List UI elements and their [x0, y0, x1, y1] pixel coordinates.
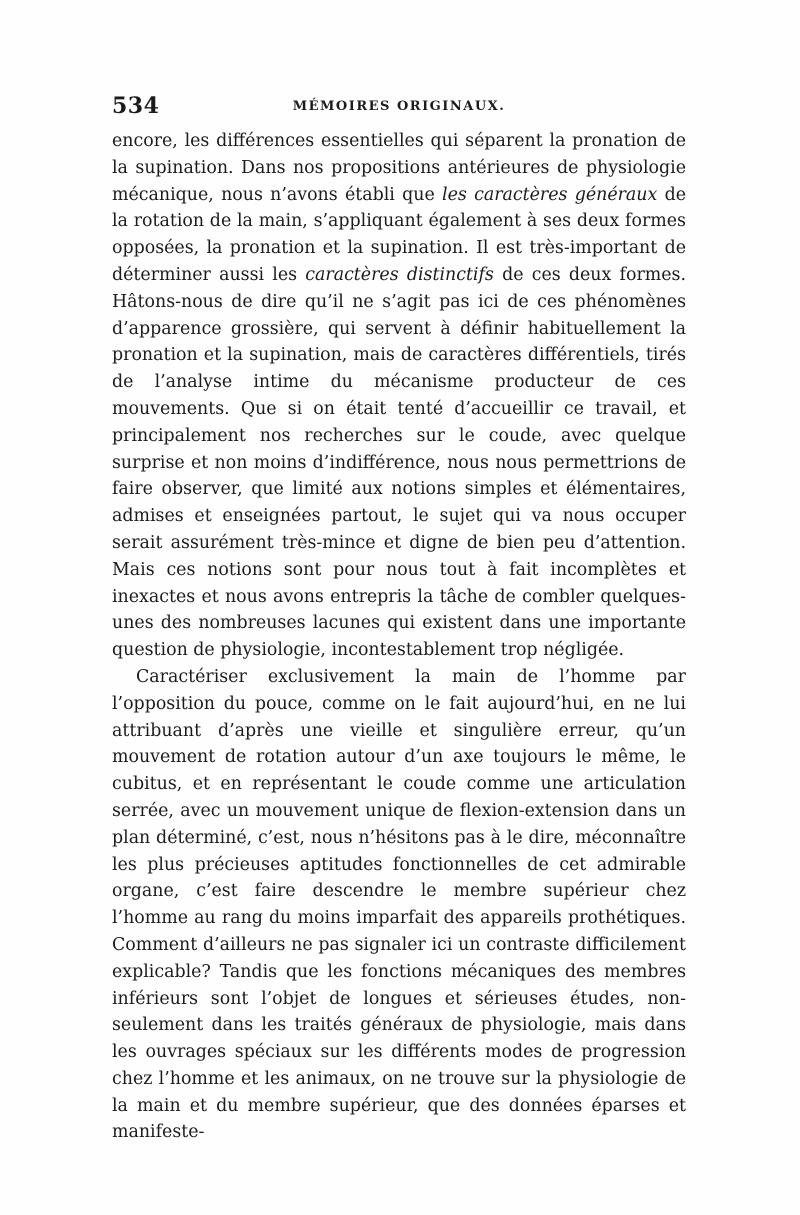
paragraph [112, 664, 686, 1146]
paragraph-text: Caractériser exclusivement la main de l’homme par l’opposition du pouce, comme on le fait aujourd’hui, en ne lui attribuant d’après une vieille et singulière erreur, qu’un mouvement de rotation autour d’un axe toujours le même, le cubitus, et en représentant le coude comme une articulation serrée, avec un mouvement unique de flexion-extension dans un plan déterminé, c’est, nous n’hésitons pas à le dire, méconnaître les plus précieuses aptitudes fonctionnelles de cet admirable organe, c’est faire descendre le membre supérieur chez l’homme au rang du moins imparfait des appareils prothétiques. Comment d’ailleurs ne pas signaler ici un contraste difficilement explicable? Tandis que les fonctions mécaniques des membres inférieurs sont l’objet de longues et sérieuses études, non-seulement dans les traités généraux de physiologie, mais dans les ouvrages spéciaux sur les différents modes de progression chez l’homme et les animaux, on ne trouve sur la physiologie de la main et du membre supérieur, que des données éparses et manifeste- [112, 666, 686, 1143]
body-text [112, 128, 686, 1146]
paragraph-text: encore, les différences essentielles qui séparent la pronation de la supination. Dans nos propositions antérieures de physiologie mécanique, nous n’avons établi que [112, 131, 686, 205]
paragraph-text: de ces deux formes. Hâtons-nous de dire qu’il ne s’agit pas ici de ces phénomènes d’apparence grossière, qui servent à définir habituellement la pronation et la supination, mais de caractères différentiels, tirés de l’analyse intime du mécanisme producteur de ces mouvements. Que si on était tenté d’accueillir ce travail, et principalement nos recherches sur le coude, avec quelque surprise et non moins d’indifférence, nous nous permettrions de faire observer, que limité aux notions simples et élémentaires, admises et enseignées partout, le sujet qui va nous occuper serait assurément très-mince et digne de bien peu d’attention. Mais ces notions sont pour nous tout à fait incomplètes et inexactes et nous avons entrepris la tâche de combler quelques-unes des nombreuses lacunes qui existent dans une importante question de physiologie, incontestablement trop négligée. [112, 264, 686, 661]
italic-phrase: caractères distinctifs [305, 264, 494, 285]
italic-phrase: les caractères généraux [442, 184, 658, 205]
paragraph-text: de la rotation de la main, s’appliquant également à ses deux formes opposées, la pronation et la supination. Il est très-important de déterminer aussi les [112, 184, 687, 285]
running-title: MÉMOIRES ORIGINAUX. [292, 99, 506, 114]
page-header [112, 93, 686, 123]
paragraph-continued [112, 128, 686, 664]
page-number: 534 [112, 93, 160, 119]
